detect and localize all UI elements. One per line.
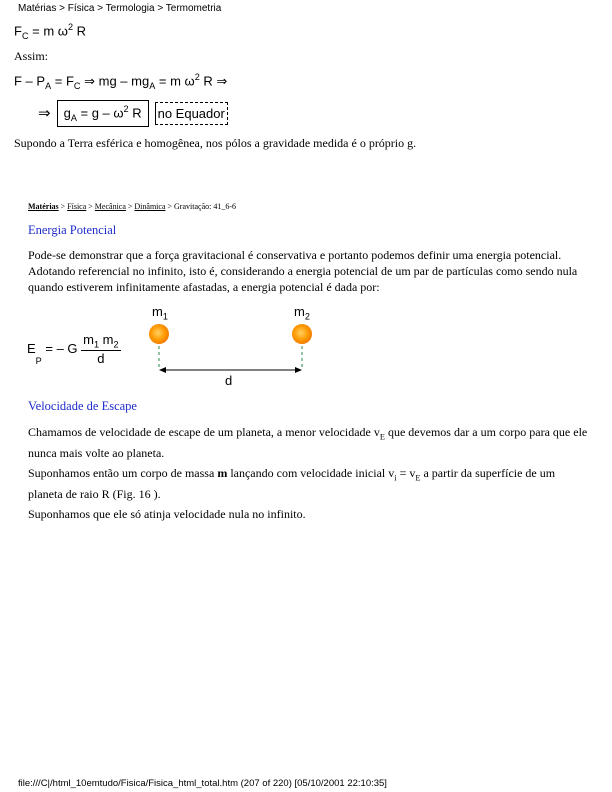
equation-centripetal-force: $F_C = m$ $\omega^2$ R — [14, 22, 86, 41]
mass-1-sphere — [149, 324, 169, 344]
crumb-link-dinamica[interactable]: Dinâmica — [134, 202, 166, 211]
equation-gravity-equator — [38, 100, 228, 127]
heading-velocidade-escape: Velocidade de Escape — [28, 399, 137, 413]
equator-note: no Equador — [155, 102, 228, 125]
section-breadcrumb: Matérias > Física > Mecânica > Dinâmica > Gravitação: 41_6-6 — [28, 202, 237, 211]
fraction: $\frac{m_1 m_2}{d}$ — [83, 332, 119, 366]
paragraph-escape-infinity: Suponhamos que ele só atinja velocidade nula no infinito. — [28, 507, 306, 521]
mass-2-sphere — [292, 324, 312, 344]
crumb-link-mecanica[interactable]: Mecânica — [94, 202, 126, 211]
formula-potential-energy: E $_P$ = – G $\frac{m_1 m_2}{d}$ — [27, 332, 119, 366]
header-breadcrumb: Matérias > Física > Termologia > Termometria — [18, 3, 222, 14]
boxed-result: $g_A = g - \omega^2$ R — [57, 100, 149, 127]
crumb-link-materias[interactable]: Matérias — [28, 202, 59, 211]
label-m1: $m_1$ — [152, 304, 168, 322]
heading-energia-potencial: Energia Potencial — [28, 223, 117, 237]
paragraph-gravity-poles: Supondo a Terra esférica e homogênea, nos pólos a gravidade medida é o próprio g. — [14, 136, 417, 150]
arrowhead-left — [159, 367, 166, 373]
label-m2: $m_2$ — [294, 304, 310, 322]
paragraph-escape-setup: Suponhamos então um corpo de massa m lançando com velocidade inicial $v_i = v_E$ a partir da superfície de um planeta de raio R (Fig. 16 ). — [28, 466, 556, 502]
crumb-link-fisica[interactable]: Física — [67, 202, 87, 211]
paragraph-energia-potencial: Pode-se demonstrar que a força gravitacional é conservativa e portanto podemos definir uma energia potencial. Adotando referencial no infinito, isto é, considerando a energia potencial de um par de partículas como sendo nula quando estiverem infinitamente afastadas, a energia potencial é dada por: — [28, 248, 578, 294]
distance-arrow-diagram — [150, 344, 320, 380]
implies-arrow: ⇒ — [38, 105, 51, 123]
text-assim: Assim: — [14, 49, 49, 63]
arrowhead-right — [295, 367, 302, 373]
paragraph-escape-definition: Chamamos de velocidade de escape de um planeta, a menor velocidade $v_E$ que devemos dar a um corpo para que ele nunca mais volte ao planeta. — [28, 425, 588, 461]
footer-file-path: file:///C|/html_10emtudo/Fisica/Fisica_html_total.htm (207 of 220) [05/10/2001 22:10:35] — [18, 778, 387, 789]
equation-force-balance: $F - P_A = F_C$ ⇒ mg – $mg_A = m$ $\omega^2$ R ⇒ — [14, 72, 228, 91]
label-distance-d: d — [225, 373, 233, 388]
